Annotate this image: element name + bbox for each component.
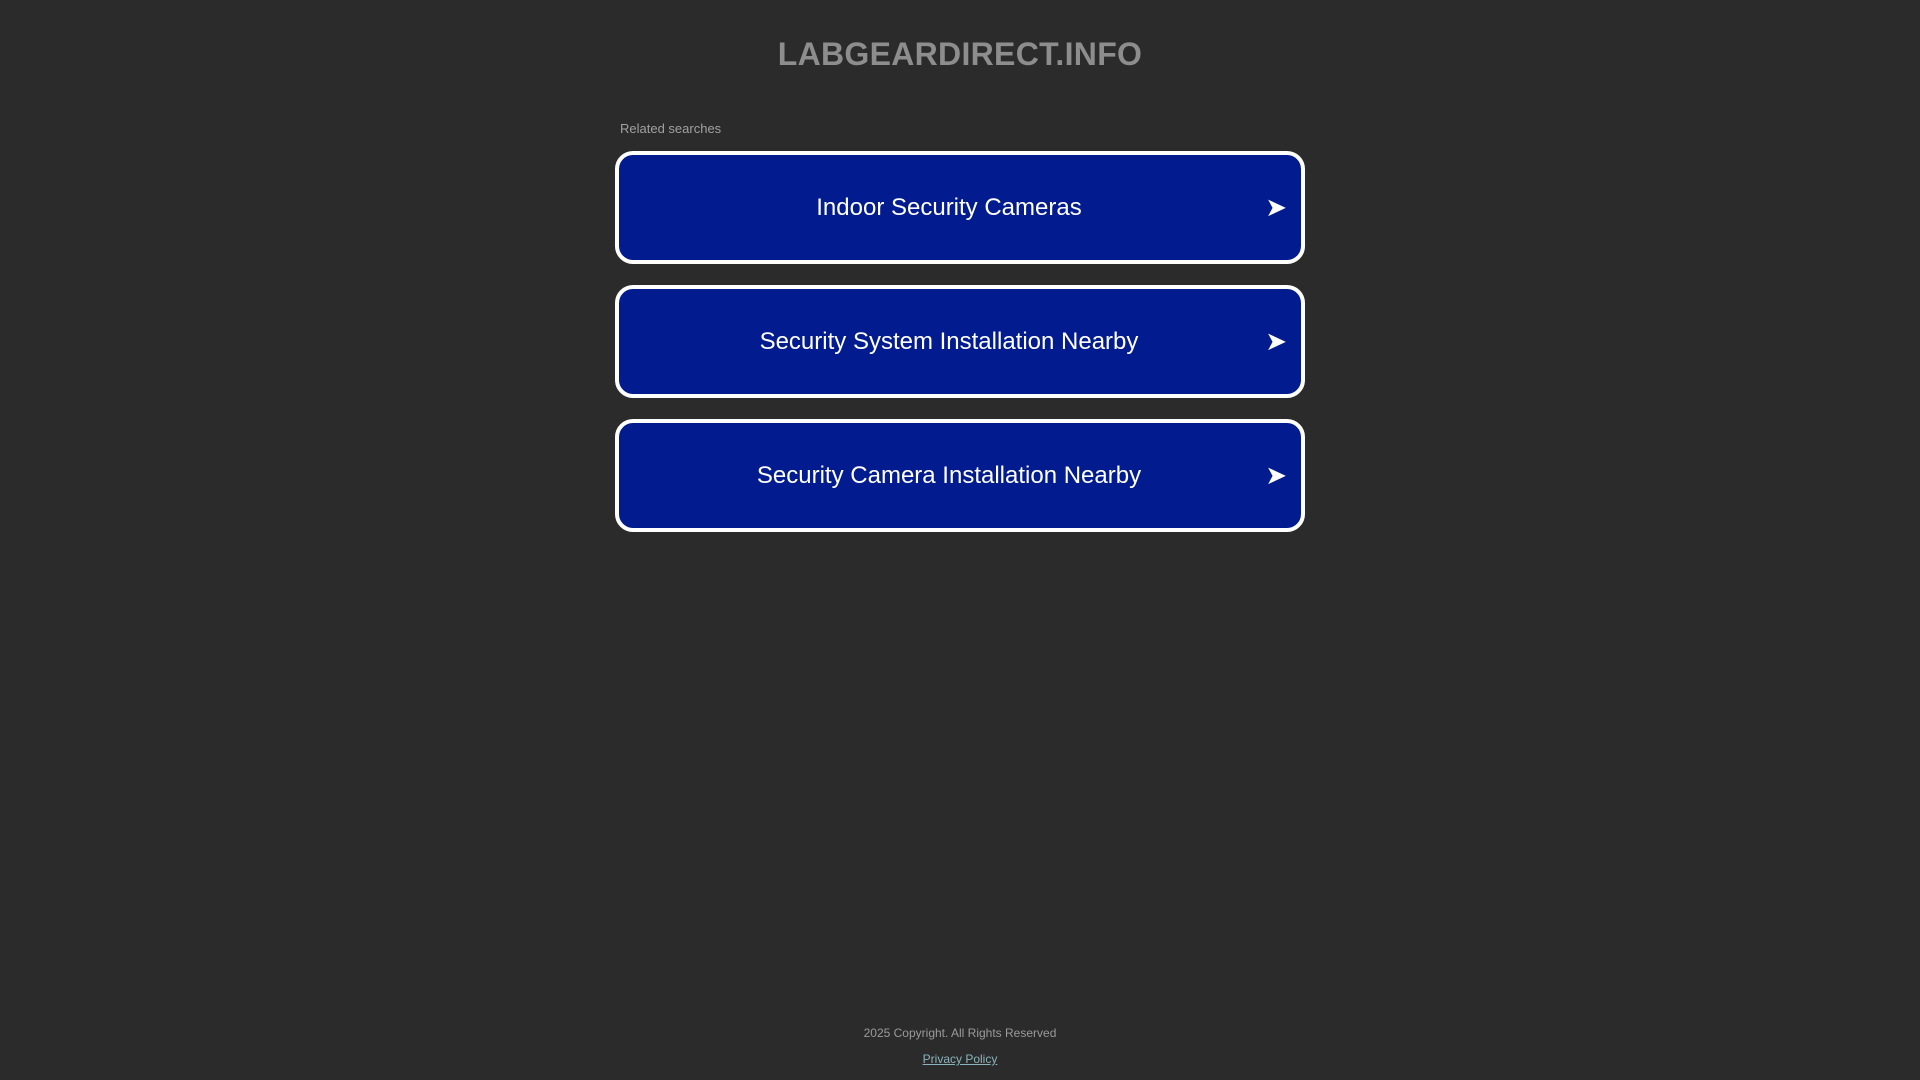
site-title: LABGEARDIRECT.INFO: [777, 36, 1143, 72]
arrow-right-icon: ➤: [1265, 326, 1287, 357]
copyright-text: 2025 Copyright. All Rights Reserved: [863, 1026, 1057, 1040]
related-searches-label: Related searches: [620, 121, 722, 136]
arrow-right-icon: ➤: [1265, 192, 1287, 223]
related-search-label: Security Camera Installation Nearby: [756, 461, 1142, 489]
footer: [0, 1025, 1920, 1068]
related-search-security-camera-installation[interactable]: [615, 419, 1305, 532]
related-search-label: Indoor Security Cameras: [816, 193, 1082, 221]
related-search-indoor-security-cameras[interactable]: [615, 151, 1305, 264]
related-search-label: Security System Installation Nearby: [759, 327, 1139, 355]
privacy-policy-link[interactable]: Privacy Policy: [922, 1052, 998, 1066]
arrow-right-icon: ➤: [1265, 460, 1287, 491]
related-search-security-system-installation[interactable]: [615, 285, 1305, 398]
related-searches-list: [615, 151, 1305, 553]
